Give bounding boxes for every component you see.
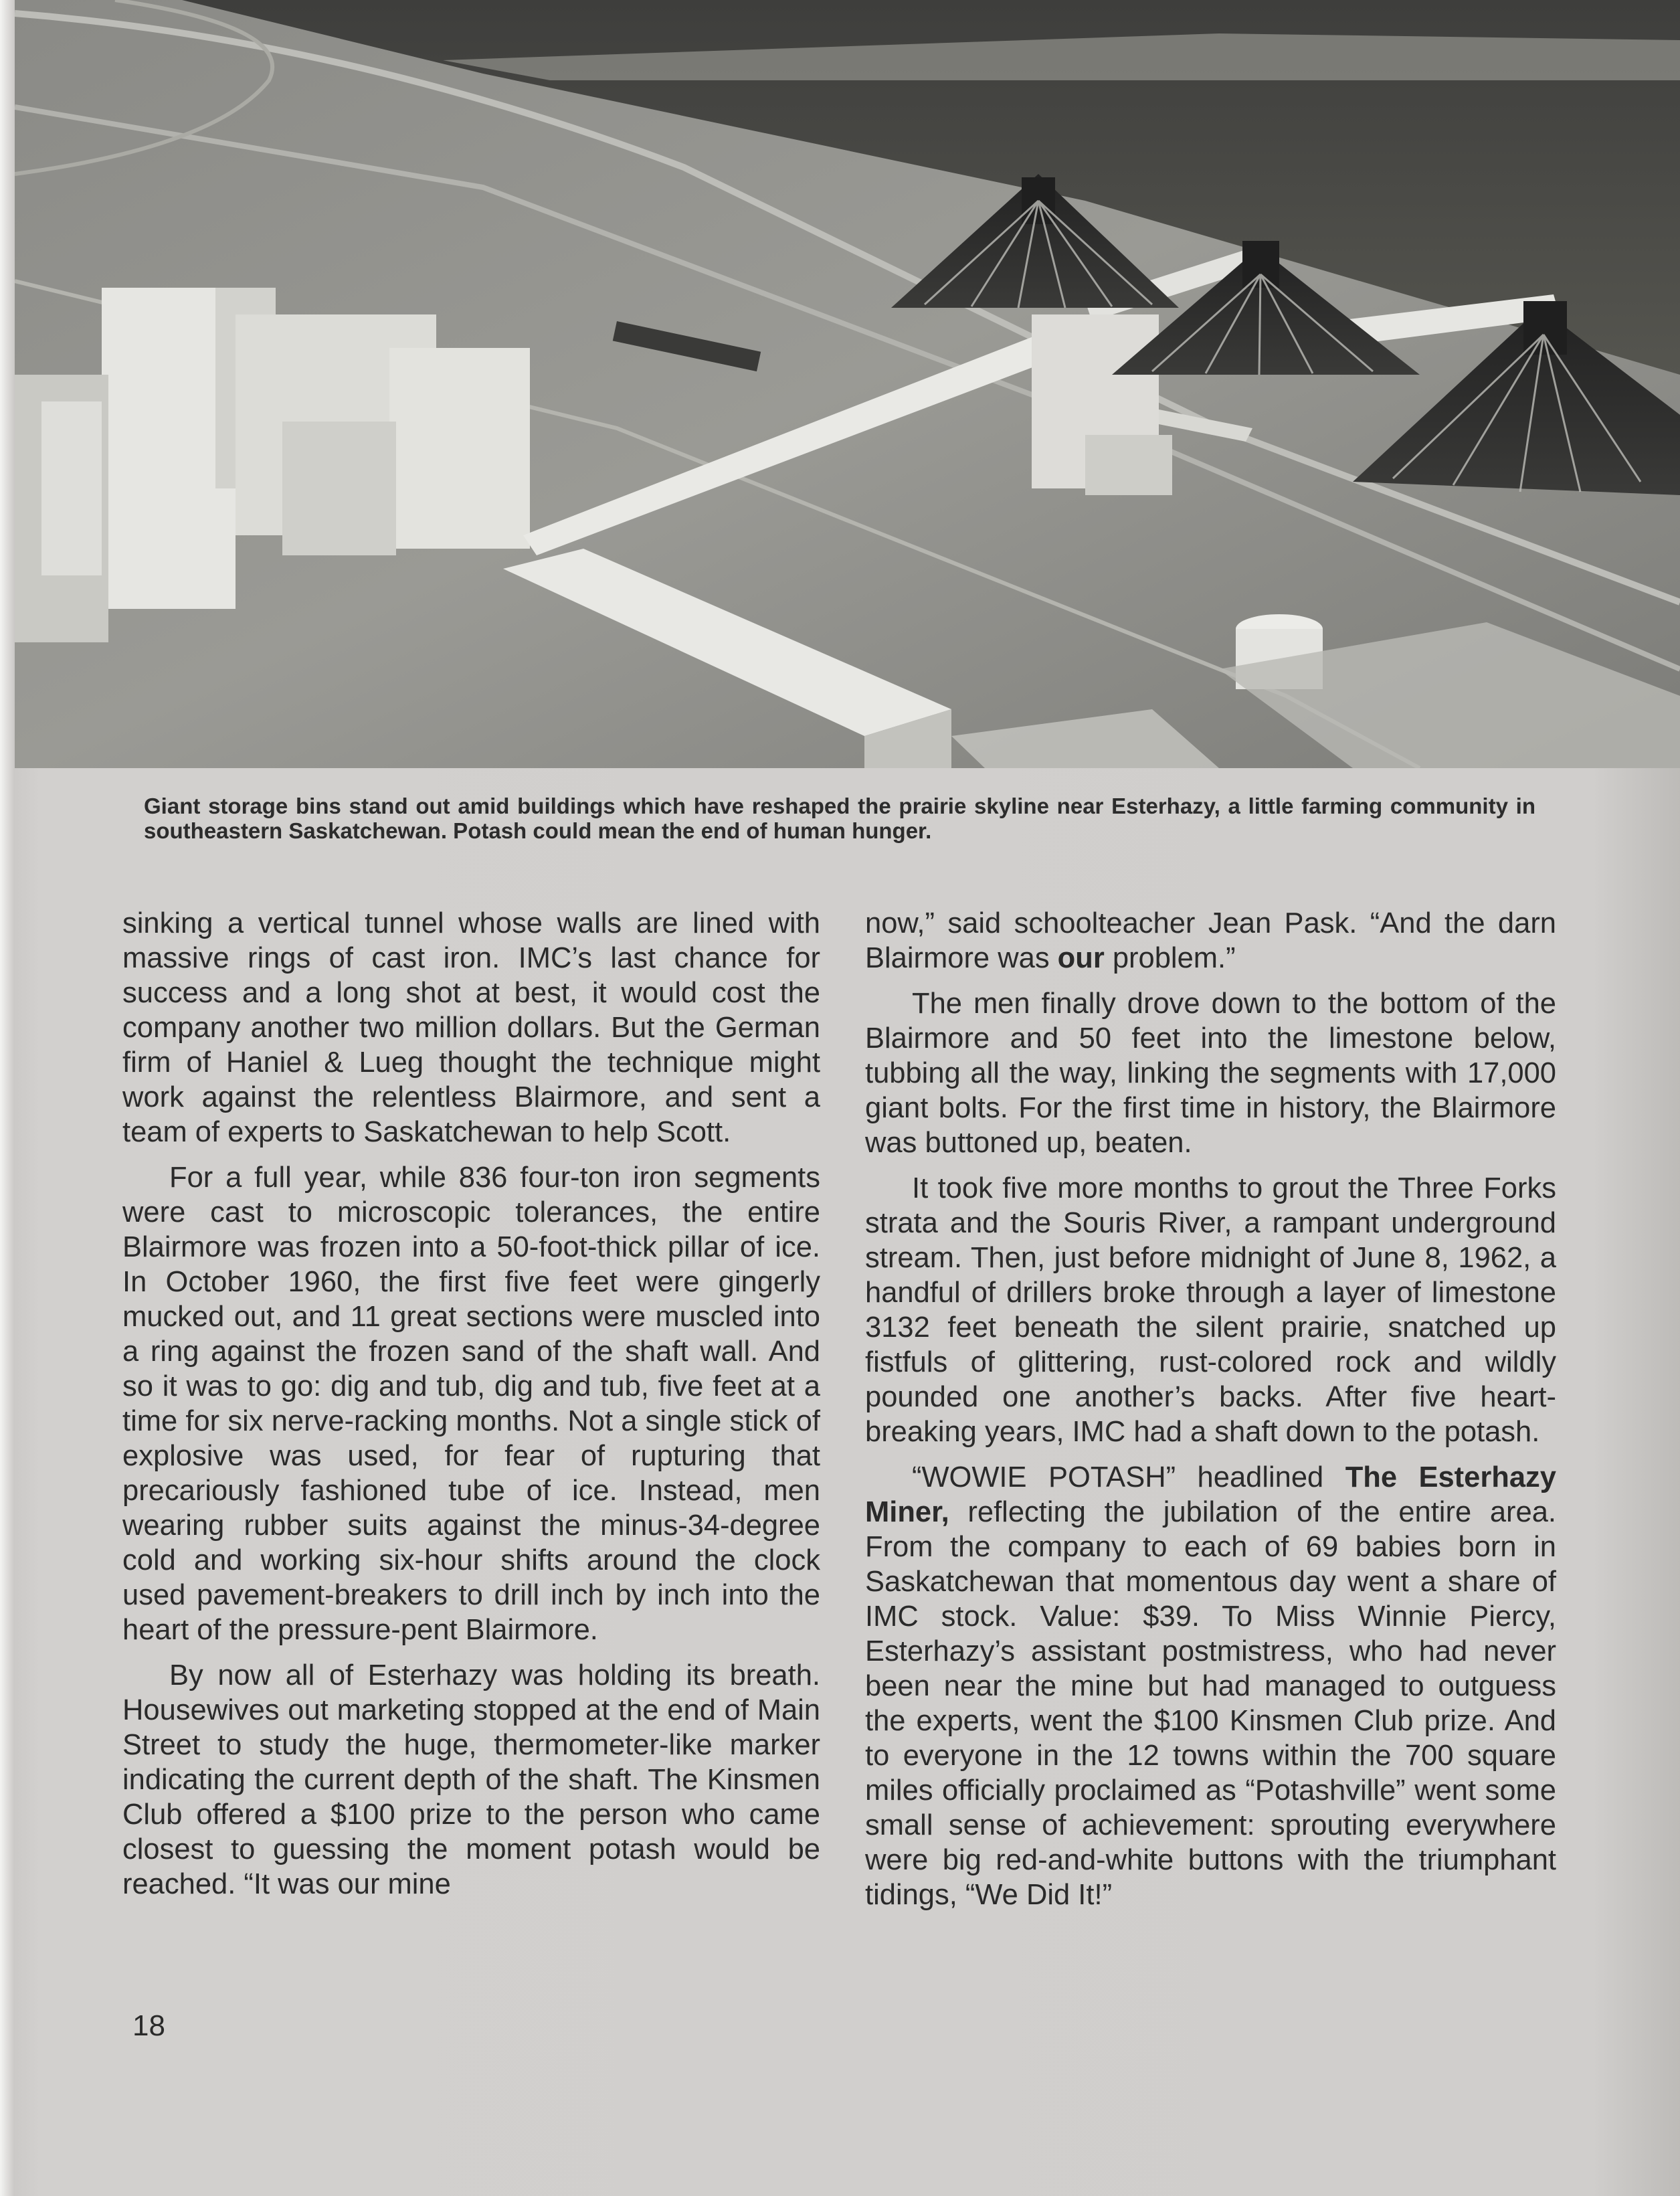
right-paragraph-4-text-b: reflecting the jubilation of the entire area. From the company to each of 69 babies born in Saskatchewan that momentous day went a share of IMC stock. Value: $39. To Miss Winnie Piercy, Esterhazy’s assistant postmistress, who had never been near the mine but had managed to outguess the experts, went the $100 Kinsmen Club prize. And to everyone in the 12 towns within the 700 square miles officially proclaimed as “Potashville” went some small sense of achievement: sprouting everywhere were big red-and-white buttons with the triumphant tidings, “We Did It!”: [865, 1496, 1556, 1911]
left-column: [122, 906, 820, 1912]
right-paragraph-4-text-a: “WOWIE POTASH” headlined: [912, 1461, 1345, 1493]
page-number: 18: [132, 2009, 165, 2042]
photo-caption: Giant storage bins stand out amid buildings which have reshaped the prairie skyline near Esterhazy, a little farming community in southeastern Saskatchewan. Potash could mean the end of human hunger.: [144, 794, 1535, 843]
right-column: [865, 906, 1556, 1923]
aerial-photo: [15, 0, 1680, 768]
aerial-photo-illustration: [15, 0, 1680, 768]
newspaper-name: The Esterhazy Miner,: [865, 1461, 1556, 1528]
left-paragraph-2: For a full year, while 836 four-ton iron segments were cast to microscopic tolerances, the entire Blairmore was frozen into a 50-foot-thick pillar of ice. In October 1960, the first five feet were gingerly mucked out, and 11 great sections were muscled into a ring against the frozen sand of the shaft wall. And so it was to go: dig and tub, dig and tub, five feet at a time for six nerve-racking months. Not a single stick of explosive was used, for fear of rupturing that precariously fashioned tube of ice. Instead, men wearing rubber suits against the minus-34-degree cold and working six-hour shifts around the clock used pavement-breakers to drill inch by inch into the heart of the pressure-pent Blairmore.: [122, 1162, 820, 1646]
right-paragraph-4: [865, 1460, 1556, 1912]
right-paragraph-3: It took five more months to grout the Three Forks strata and the Souris River, a rampant underground stream. Then, just before midnight of June 8, 1962, a handful of drillers broke through a layer of limestone 3132 feet beneath the silent prairie, snatched up fistfuls of glittering, rust-colored rock and wildly pounded one another’s backs. After five heart-breaking years, IMC had a shaft down to the potash.: [865, 1172, 1556, 1448]
right-paragraph-1: [865, 906, 1556, 976]
page-binding-edge: [0, 0, 15, 2196]
left-paragraph-3: By now all of Esterhazy was holding its breath. Housewives out marketing stopped at the end of Main Street to study the huge, thermometer-like marker indicating the current depth of the shaft. The Kinsmen Club offered a $100 prize to the person who came closest to guessing the moment potash would be reached. “It was our mine: [122, 1659, 820, 1900]
right-paragraph-1-bold: our: [1057, 942, 1105, 974]
right-paragraph-2: The men finally drove down to the bottom of the Blairmore and 50 feet into the limestone below, tubbing all the way, linking the segments with 17,000 giant bolts. For the first time in history, the Blairmore was buttoned up, beaten.: [865, 988, 1556, 1159]
left-paragraph-1: sinking a vertical tunnel whose walls are lined with massive rings of cast iron. IMC’s last chance for success and a long shot at best, it would cost the company another two million dollars. But the German firm of Haniel & Lueg thought the technique might work against the relentless Blairmore, and sent a team of experts to Saskatchewan to help Scott.: [122, 907, 820, 1148]
right-paragraph-1-text-b: problem.”: [1104, 942, 1236, 974]
right-paragraph-1-text-a: now,” said schoolteacher Jean Pask. “And the darn Blairmore was: [865, 907, 1556, 974]
